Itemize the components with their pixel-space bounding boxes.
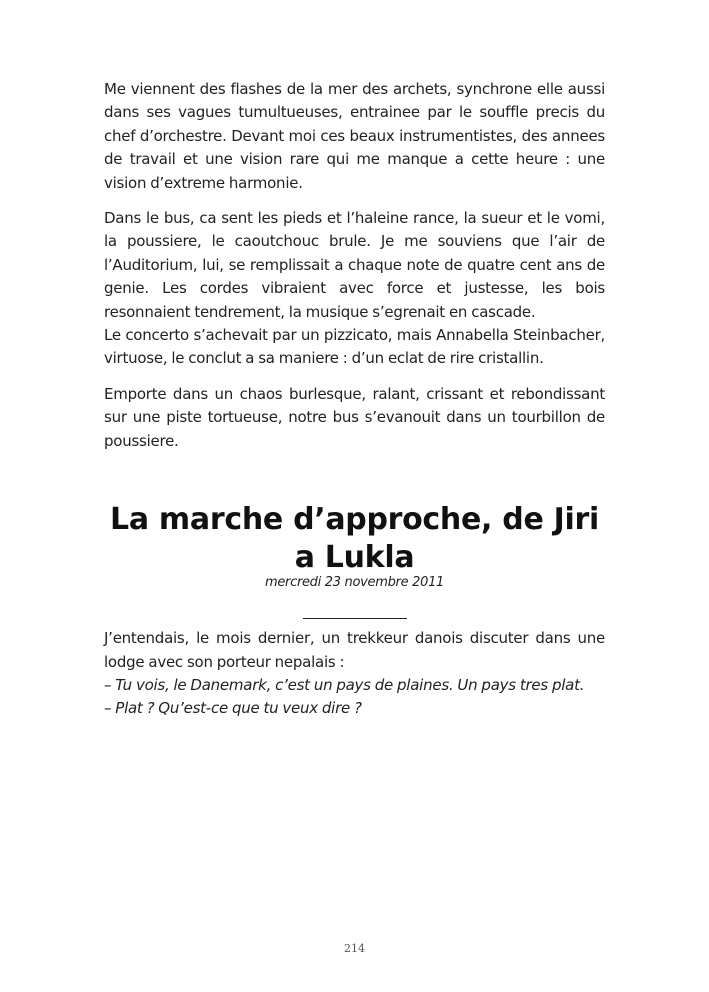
chapter-title: La marche d’approche, de Jiri a Lukla bbox=[110, 502, 599, 576]
page-body bbox=[104, 78, 605, 721]
dialogue-line: – Plat ? Qu’est-ce que tu veux dire ? bbox=[104, 699, 362, 718]
page-number: 214 bbox=[344, 942, 365, 955]
paragraph-bus: Dans le bus, ca sent les pieds et l’haleine rance, la sueur et le vomi, la poussiere, le caoutchouc brule. Je me souviens que l’air de l’Auditorium, lui, se remplissait a chaque note de quatre cent ans de genie. Les cordes vibraient avec force et justesse, les bois resonnaient tendrement, la musique s’egrenait en cascade. bbox=[104, 209, 605, 321]
paragraph-chaos: Emporte dans un chaos burlesque, ralant, crissant et rebondissant sur une piste tortueuse, notre bus s’evanouit dans un tourbillon de poussiere. bbox=[104, 384, 605, 450]
paragraph-orchestra: Me viennent des flashes de la mer des archets, synchrone elle aussi dans ses vagues tumultueuses, entrainee par le souffle precis du chef d’orchestre. Devant moi ces beaux instrumentistes, des annees de travail et une vision rare qui me manque a cette heure : une vision d’extreme harmonie. bbox=[104, 80, 605, 192]
chapter-date: mercredi 23 novembre 2011 bbox=[264, 575, 445, 591]
dialogue-line: – Tu vois, le Danemark, c’est un pays de plaines. Un pays tres plat. bbox=[104, 675, 585, 694]
paragraph-concerto: Le concerto s’achevait par un pizzicato, mais Annabella Steinbacher, virtuose, le conclut a sa maniere : d’un eclat de rire cristallin. bbox=[104, 326, 605, 368]
separator-line bbox=[303, 618, 407, 619]
paragraph-trekkeur: J’entendais, le mois dernier, un trekkeur danois discuter dans une lodge avec son porteur nepalais : bbox=[104, 629, 605, 671]
